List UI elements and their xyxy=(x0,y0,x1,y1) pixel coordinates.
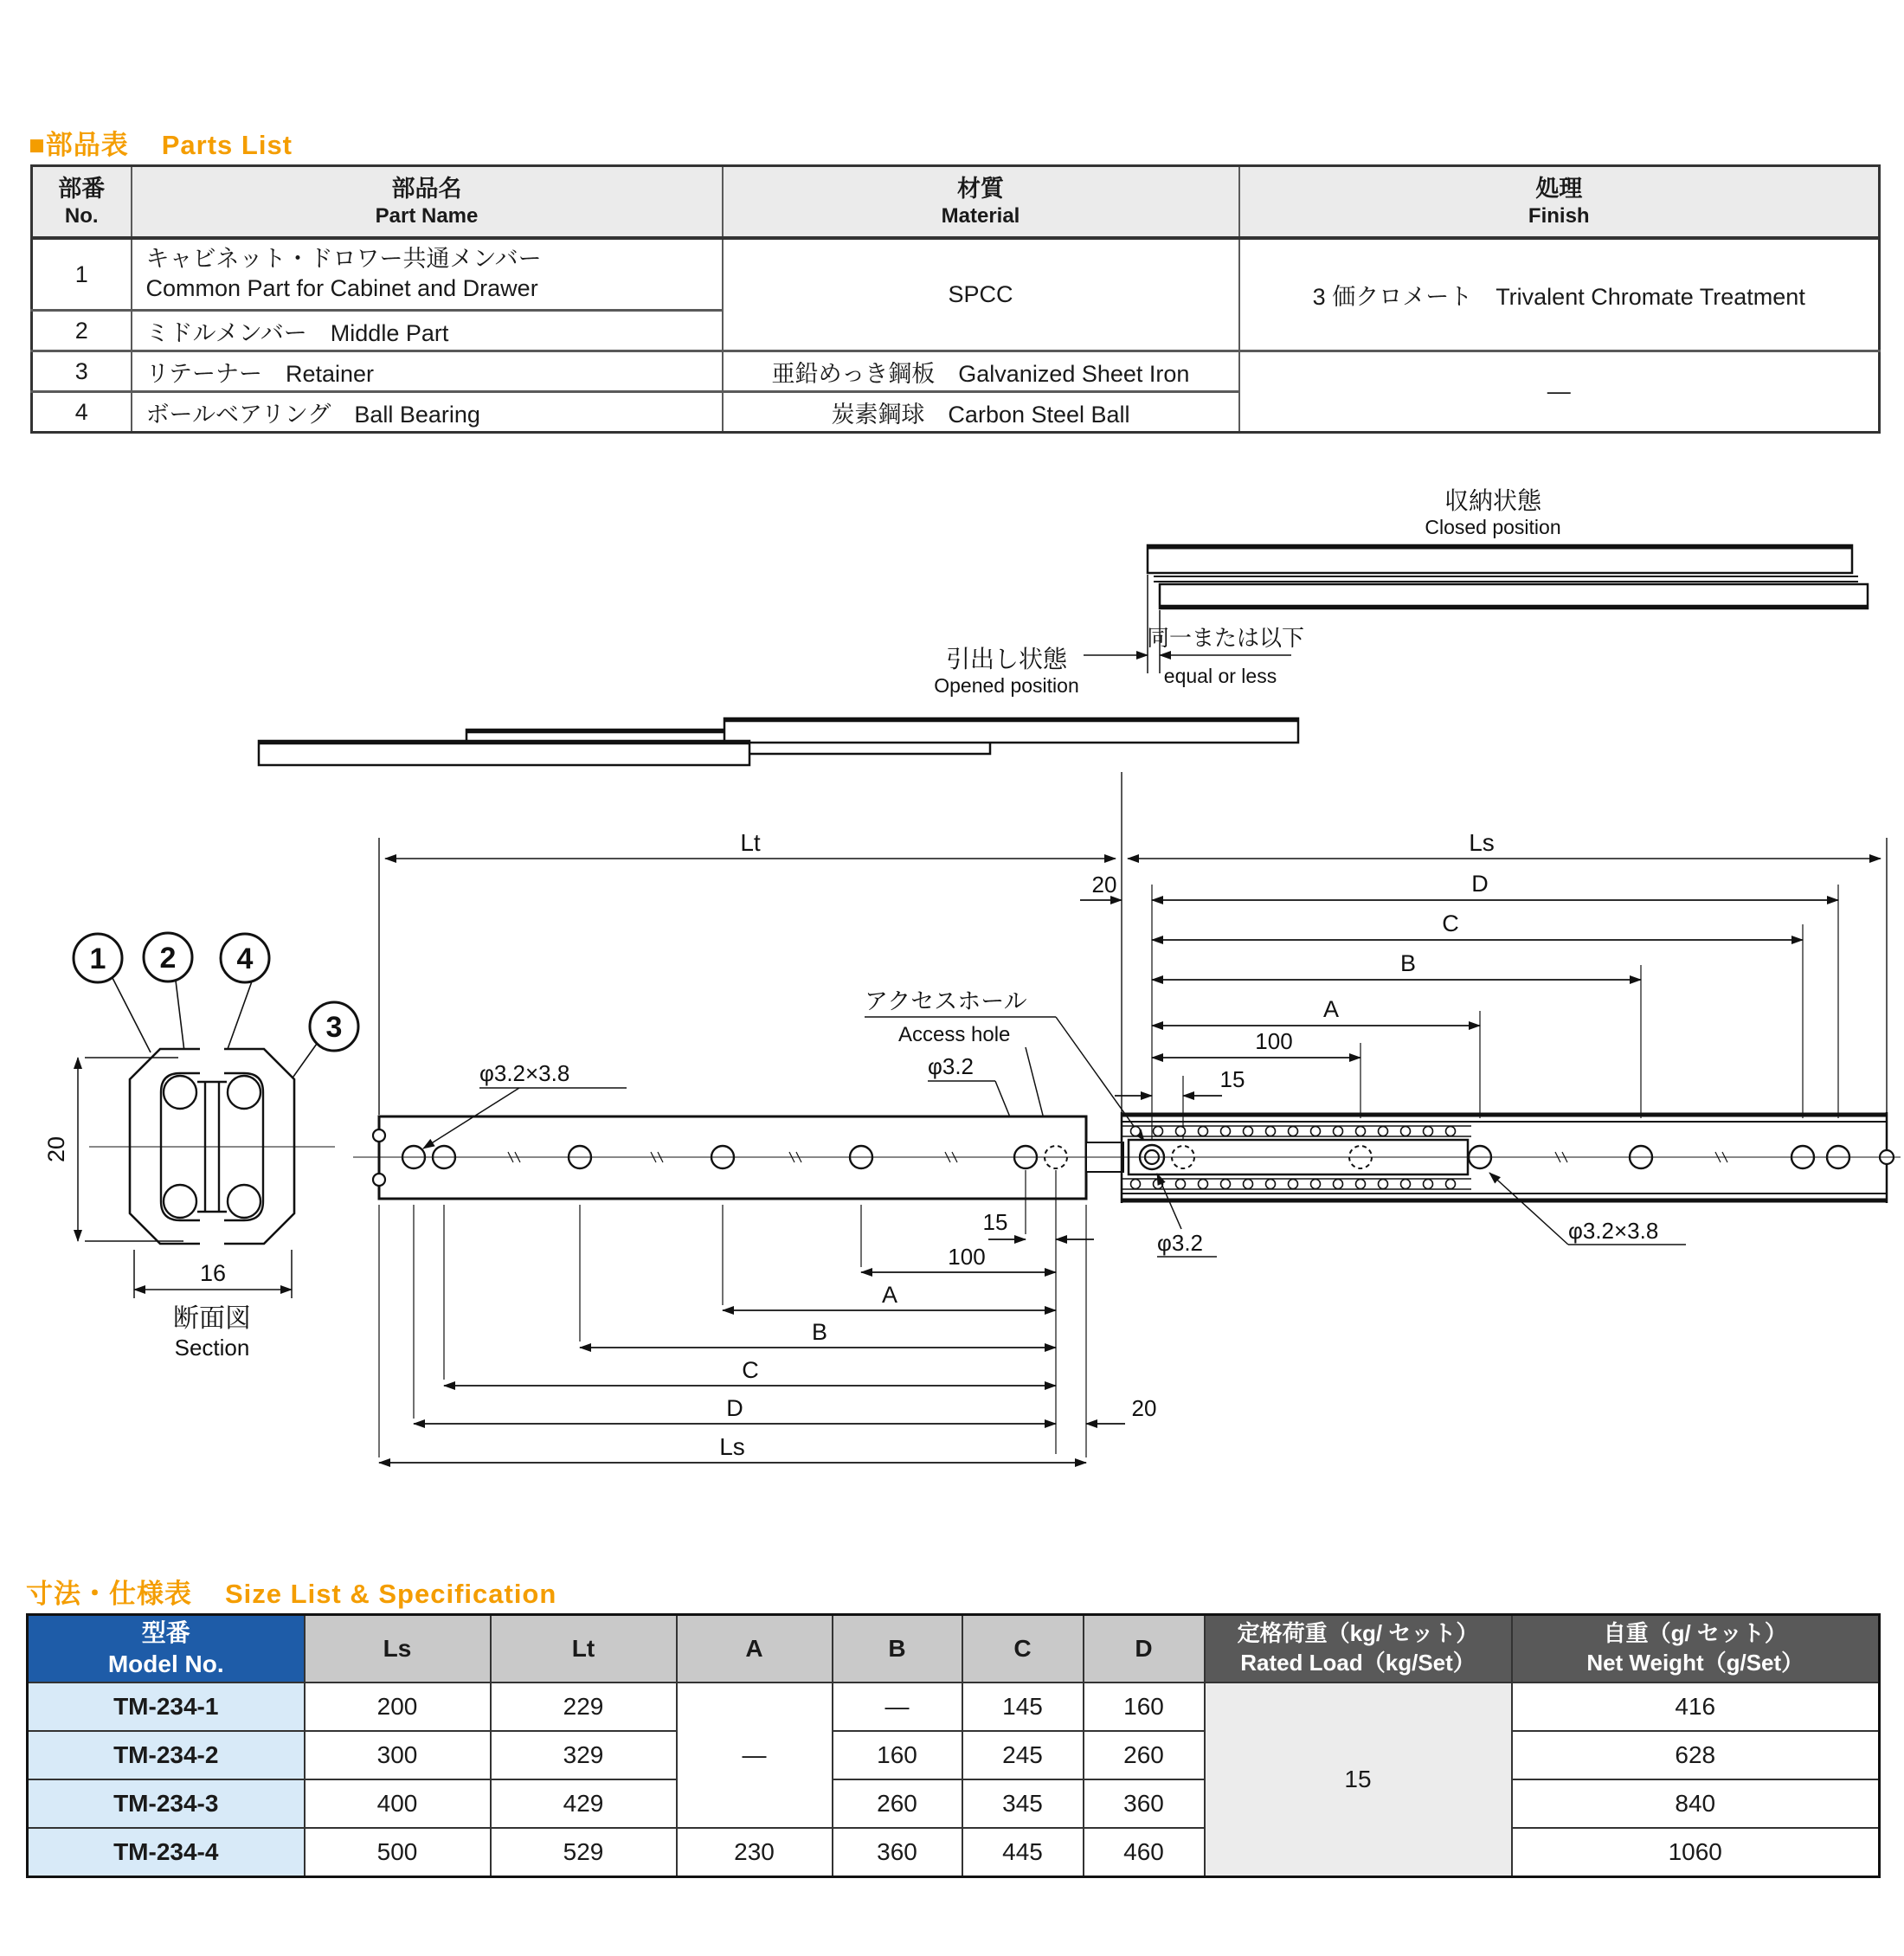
d-value: 360 xyxy=(1084,1779,1205,1828)
phi3238-left-label: φ3.2×3.8 xyxy=(479,1060,570,1086)
net-weight-value: 1060 xyxy=(1512,1828,1880,1877)
dim-20-top-label: 20 xyxy=(1091,872,1117,898)
callout-4: 4 xyxy=(236,943,254,975)
d-value: 160 xyxy=(1084,1683,1205,1731)
col-header-c: C xyxy=(962,1615,1084,1683)
dim-100-bottom-label: 100 xyxy=(948,1244,986,1270)
b-value: 360 xyxy=(833,1828,962,1877)
spec-row-tm-234-2 xyxy=(28,1731,1880,1779)
c-value: 445 xyxy=(962,1828,1084,1877)
dim-lt-label: Lt xyxy=(740,829,761,856)
ls-value: 200 xyxy=(305,1683,491,1731)
equal-label-en: equal or less xyxy=(1163,665,1277,687)
ls-value: 400 xyxy=(305,1779,491,1828)
col-header-b: B xyxy=(833,1615,962,1683)
model-no: TM-234-3 xyxy=(28,1779,305,1828)
part-no: 4 xyxy=(32,392,132,433)
part-material: 亜鉛めっき鋼板 Galvanized Sheet Iron xyxy=(723,351,1239,392)
callout-1: 1 xyxy=(89,943,106,975)
b-value: 160 xyxy=(833,1731,962,1779)
col-header-finish: 処理 Finish xyxy=(1239,166,1880,239)
dim-15-bottom-label: 15 xyxy=(982,1209,1008,1235)
col-header-d: D xyxy=(1084,1615,1205,1683)
dim-c-bottom-label: C xyxy=(742,1357,759,1383)
dim-ls-bottom-label: Ls xyxy=(719,1433,745,1460)
closed-label-jp: 収納状態 xyxy=(1444,487,1542,514)
phi3238-right-label: φ3.2×3.8 xyxy=(1568,1218,1659,1244)
dim-c-top-label: C xyxy=(1442,910,1459,936)
parts-row-3 xyxy=(32,351,1880,392)
part-finish-none: — xyxy=(1239,351,1880,433)
part-no: 1 xyxy=(32,238,132,311)
model-no: TM-234-1 xyxy=(28,1683,305,1731)
dim-15-top-label: 15 xyxy=(1219,1066,1245,1092)
part-material-spcc: SPCC xyxy=(723,238,1239,351)
parts-list-title-jp: ■部品表 xyxy=(29,130,129,160)
spec-title-en: Size List & Specification xyxy=(225,1579,557,1609)
dim-20-section-label: 20 xyxy=(43,1136,69,1163)
col-header-model: 型番 Model No. xyxy=(28,1615,305,1683)
dim-b-bottom-label: B xyxy=(811,1319,828,1345)
dim-d-top-label: D xyxy=(1471,871,1489,897)
b-value: 260 xyxy=(833,1779,962,1828)
rated-load-value: 15 xyxy=(1205,1683,1512,1877)
net-weight-value: 840 xyxy=(1512,1779,1880,1828)
net-weight-value: 628 xyxy=(1512,1731,1880,1779)
spec-row-tm-234-3 xyxy=(28,1779,1880,1828)
ls-value: 500 xyxy=(305,1828,491,1877)
part-name: ボールベアリング Ball Bearing xyxy=(132,392,723,433)
c-value: 245 xyxy=(962,1731,1084,1779)
equal-label-jp: 同一または以下 xyxy=(1146,625,1305,651)
col-header-ls: Ls xyxy=(305,1615,491,1683)
part-name: キャビネット・ドロワー共通メンバー Common Part for Cabinet and Drawer xyxy=(132,238,723,311)
parts-header-row xyxy=(32,166,1880,239)
parts-list-title-en: Parts List xyxy=(161,130,293,160)
col-header-part-name: 部品名 Part Name xyxy=(132,166,723,239)
part-name: ミドルメンバー Middle Part xyxy=(132,311,723,351)
col-header-a: A xyxy=(677,1615,833,1683)
spec-row-tm-234-1 xyxy=(28,1683,1880,1731)
d-value: 460 xyxy=(1084,1828,1205,1877)
spec-row-tm-234-4 xyxy=(28,1828,1880,1877)
col-header-no: 部番 No. xyxy=(32,166,132,239)
parts-list-title xyxy=(29,123,293,162)
c-value: 345 xyxy=(962,1779,1084,1828)
lt-value: 529 xyxy=(491,1828,677,1877)
callout-2: 2 xyxy=(159,942,177,975)
dim-16-section-label: 16 xyxy=(199,1260,227,1286)
col-header-net-weight: 自重（g/ セット） Net Weight（g/Set） xyxy=(1512,1615,1880,1683)
technical-drawing xyxy=(0,450,1904,1567)
col-header-lt: Lt xyxy=(491,1615,677,1683)
access-hole-label-jp: アクセスホール xyxy=(865,988,1027,1014)
a-value-merged: — xyxy=(677,1683,833,1828)
model-no: TM-234-4 xyxy=(28,1828,305,1877)
phi32-bottom-label: φ3.2 xyxy=(1157,1230,1204,1256)
dim-20-bottom-label: 20 xyxy=(1131,1395,1157,1421)
spec-title-jp: 寸法・仕様表 xyxy=(26,1579,192,1609)
phi32-top-label: φ3.2 xyxy=(928,1053,975,1079)
parts-list-table xyxy=(30,164,1881,434)
spec-title xyxy=(26,1572,556,1611)
part-no: 3 xyxy=(32,351,132,392)
part-finish-chromate: 3 価クロメート Trivalent Chromate Treatment xyxy=(1239,238,1880,351)
net-weight-value: 416 xyxy=(1512,1683,1880,1731)
col-header-material: 材質 Material xyxy=(723,166,1239,239)
callout-3: 3 xyxy=(325,1011,343,1044)
dim-d-bottom-label: D xyxy=(726,1395,743,1421)
closed-label-en: Closed position xyxy=(1425,516,1561,538)
a-value: 230 xyxy=(677,1828,833,1877)
dim-a-top-label: A xyxy=(1322,996,1340,1022)
c-value: 145 xyxy=(962,1683,1084,1731)
section-label-en: Section xyxy=(174,1335,250,1361)
b-value: — xyxy=(833,1683,962,1731)
part-no: 2 xyxy=(32,311,132,351)
ls-value: 300 xyxy=(305,1731,491,1779)
lt-value: 329 xyxy=(491,1731,677,1779)
opened-label-jp: 引出し状態 xyxy=(945,646,1068,672)
spec-table xyxy=(26,1613,1881,1878)
dim-ls-label: Ls xyxy=(1469,829,1495,856)
part-name: リテーナー Retainer xyxy=(132,351,723,392)
section-label-jp: 断面図 xyxy=(173,1304,251,1333)
lt-value: 229 xyxy=(491,1683,677,1731)
dim-100-top-label: 100 xyxy=(1255,1028,1293,1054)
col-header-rated-load: 定格荷重（kg/ セット） Rated Load（kg/Set） xyxy=(1205,1615,1512,1683)
part-material: 炭素鋼球 Carbon Steel Ball xyxy=(723,392,1239,433)
dim-b-top-label: B xyxy=(1399,950,1417,976)
access-hole-label-en: Access hole xyxy=(898,1023,1011,1046)
spec-header-row xyxy=(28,1615,1880,1683)
parts-row-1 xyxy=(32,238,1880,311)
lt-value: 429 xyxy=(491,1779,677,1828)
d-value: 260 xyxy=(1084,1731,1205,1779)
model-no: TM-234-2 xyxy=(28,1731,305,1779)
opened-label-en: Opened position xyxy=(934,674,1079,697)
dim-a-bottom-label: A xyxy=(881,1282,898,1308)
